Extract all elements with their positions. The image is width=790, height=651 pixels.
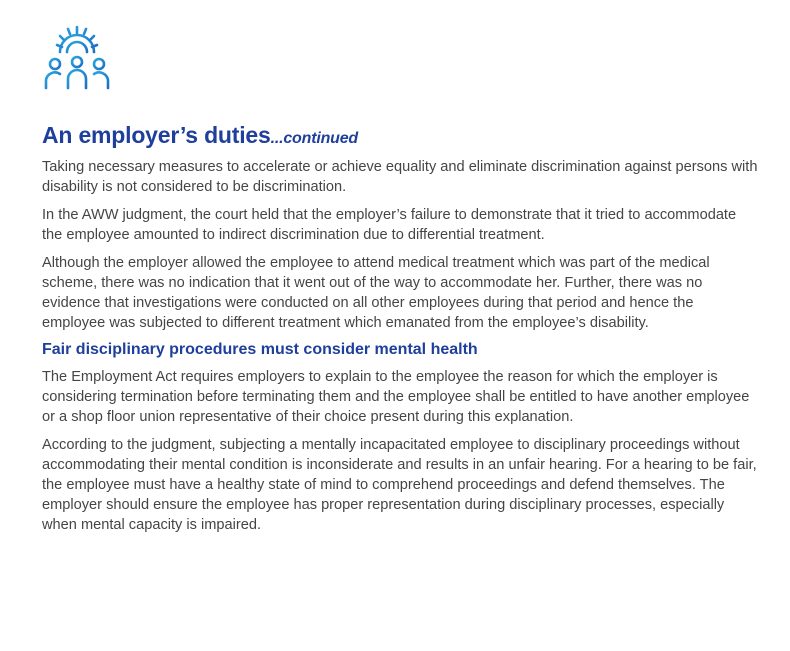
- document-body: [42, 122, 758, 543]
- section-subheading: Fair disciplinary procedures must consider mental health: [42, 341, 478, 358]
- paragraph: Taking necessary measures to accelerate or achieve equality and eliminate discrimination against persons with disability is not considered to be discrimination.: [42, 159, 758, 195]
- paragraph: Although the employer allowed the employee to attend medical treatment which was part of the medical scheme, there was no indication that it went out of the way to accommodate her. Further, there was no evidence that investigations were conducted on all other employees during that period and hence the employee was subjected to different treatment which emanated from the employee’s disability.: [42, 255, 710, 331]
- paragraph: The Employment Act requires employers to explain to the employee the reason for which the employer is considering termination before terminating them and the employee shall be entitled to have another employee or a shop floor union representative of their choice present during this explanation.: [42, 369, 750, 425]
- team-gear-icon: [40, 22, 114, 92]
- paragraph: In the AWW judgment, the court held that the employer’s failure to demonstrate that it tried to accommodate the employee amounted to indirect discrimination due to differential treatment.: [42, 207, 737, 243]
- continued-label: ...continued: [270, 130, 358, 147]
- title-text: An employer’s duties: [42, 122, 271, 148]
- paragraph: According to the judgment, subjecting a mentally incapacitated employee to disciplinary proceedings without accommodating their mental condition is inconsiderate and results in an unfair hearing. For a hearing to be fair, the employee must have a healthy state of mind to comprehend proceedings and defend themselves. The employer should ensure the employee has proper representation during disciplinary processes, especially when mental capacity is impaired.: [42, 437, 757, 533]
- page-title: [42, 122, 758, 149]
